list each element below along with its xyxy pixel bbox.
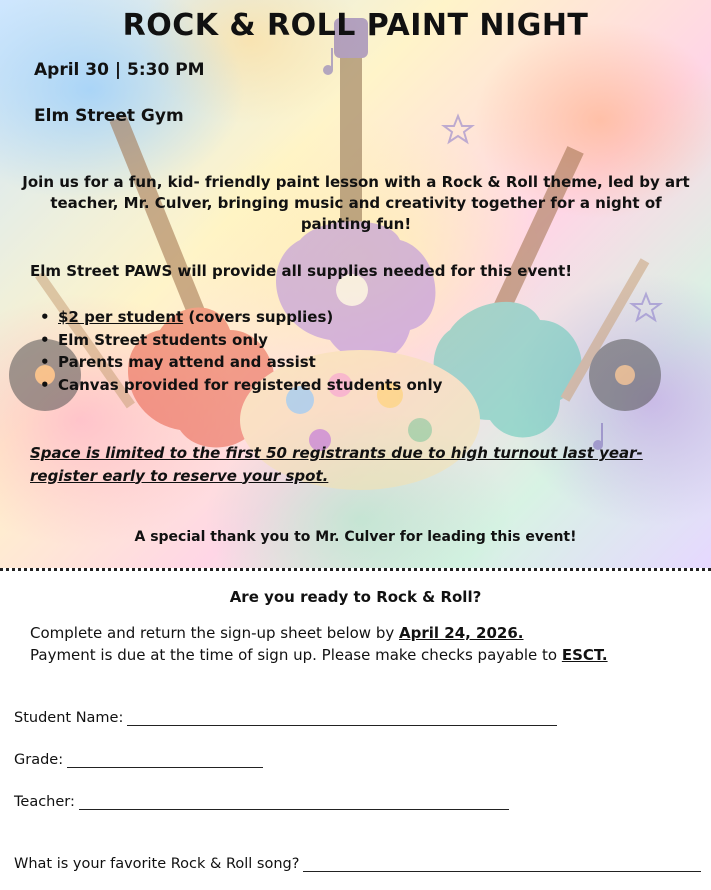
favorite-song-field[interactable] (14, 856, 701, 872)
grade-label: Grade: (14, 752, 64, 768)
cut-line-divider (0, 568, 711, 571)
signup-instructions: Complete and return the sign-up sheet below by April 24, 2026. Payment is due at the time of sign up. Please make checks payable to ESCT. (30, 624, 608, 664)
favorite-song-blank[interactable] (303, 856, 701, 872)
event-venue: Elm Street Gym (34, 106, 184, 126)
grade-blank[interactable] (67, 752, 263, 768)
teacher-blank[interactable] (79, 794, 509, 810)
favorite-song-label: What is your favorite Rock & Roll song? (14, 856, 300, 872)
flyer-title: ROCK & ROLL PAINT NIGHT (122, 8, 589, 43)
list-item: • Canvas provided for registered students only (40, 374, 442, 397)
student-name-label: Student Name: (14, 710, 124, 726)
supplies-note: Elm Street PAWS will provide all supplies needed for this event! (30, 262, 573, 280)
thank-you-note: A special thank you to Mr. Culver for leading this event! (134, 529, 577, 545)
return-deadline: April 24, 2026. (399, 624, 524, 642)
event-date-time: April 30 | 5:30 PM (34, 60, 205, 80)
event-description: Join us for a fun, kid- friendly paint lesson with a Rock & Roll theme, led by art teacher, Mr. Culver, bringing music and creativity together for a night of painting fun! (22, 173, 690, 233)
signup-heading: Are you ready to Rock & Roll? (229, 588, 482, 606)
student-name-blank[interactable] (127, 710, 557, 726)
list-item: • $2 per student (covers supplies) (40, 306, 442, 329)
event-details-list (40, 306, 442, 396)
teacher-field[interactable] (14, 794, 509, 810)
limited-space-notice: Space is limited to the first 50 registrants due to high turnout last year- register early to reserve your spot. (30, 444, 643, 485)
list-item: • Elm Street students only (40, 329, 442, 352)
teacher-label: Teacher: (14, 794, 75, 810)
list-item: • Parents may attend and assist (40, 351, 442, 374)
check-payee: ESCT. (561, 646, 608, 664)
grade-field[interactable] (14, 752, 263, 768)
student-name-field[interactable] (14, 710, 557, 726)
